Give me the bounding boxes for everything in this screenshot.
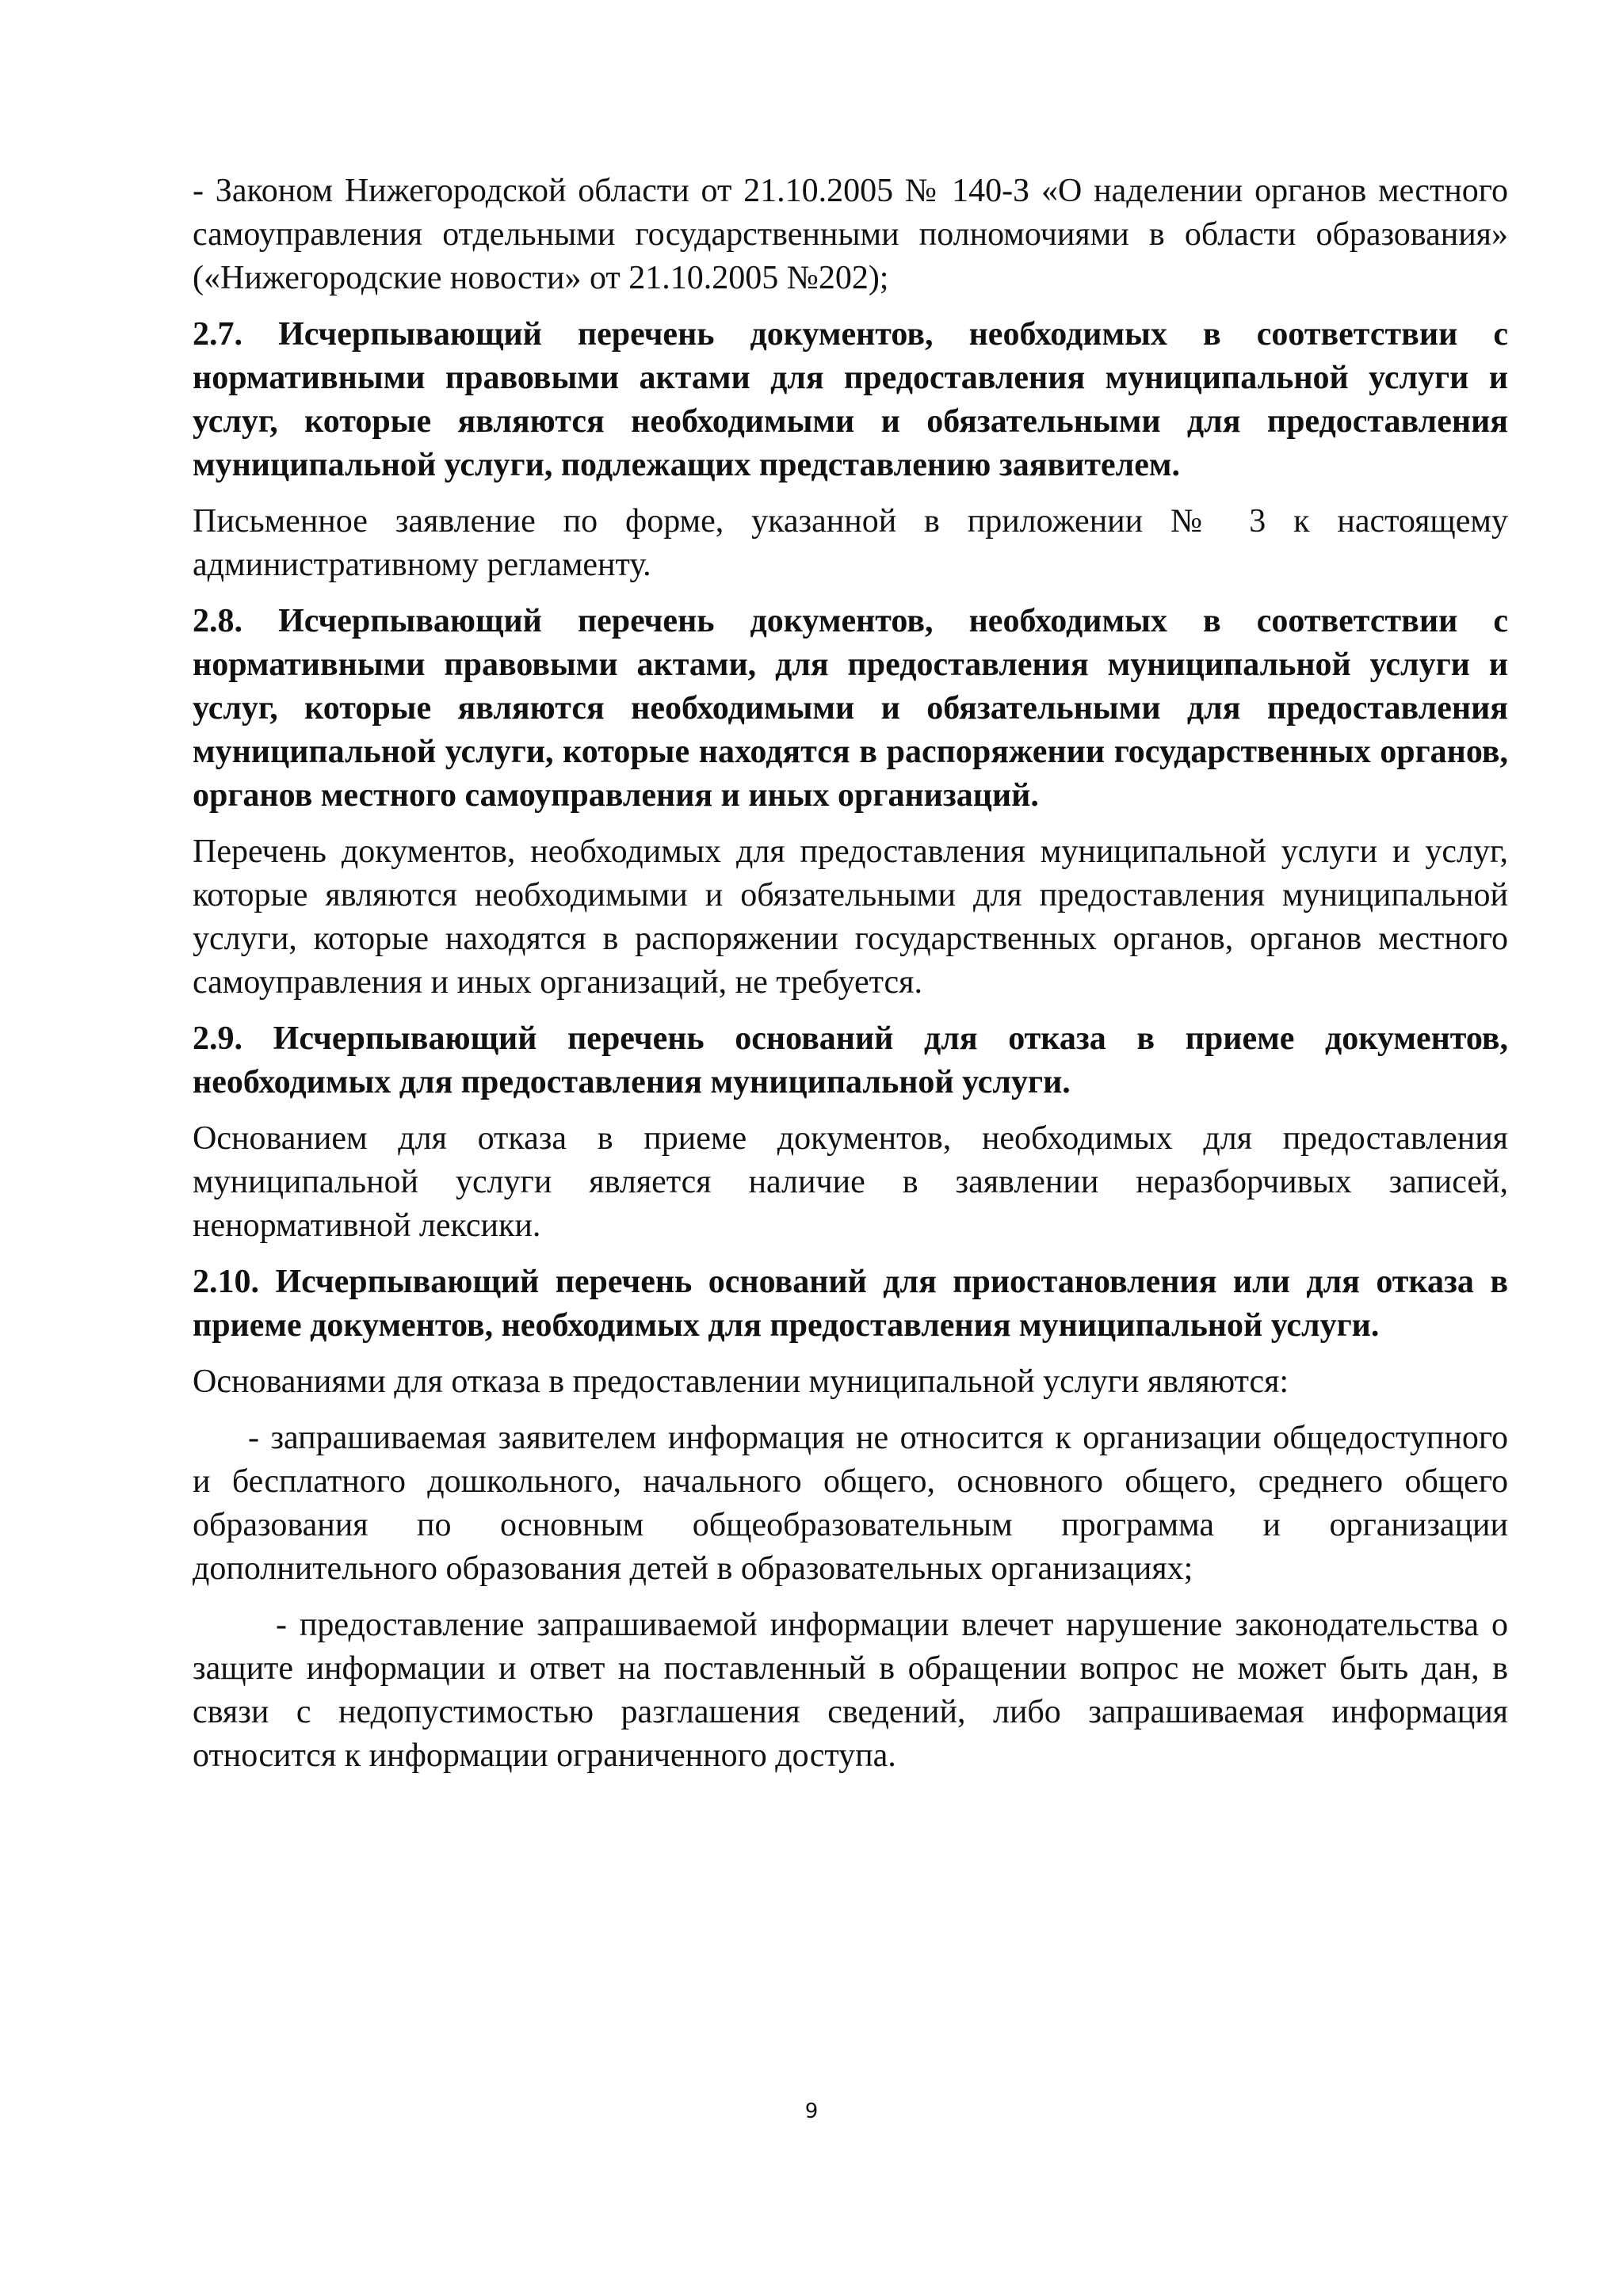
- paragraph-documents-not-required: Перечень документов, необходимых для предоставления муниципальной услуги и услуг, которые являются необходимыми и обязательными для предоставления муниципальной услуги, которые находятся в распоряжении государственных органов, органов местного самоуправления и иных организаций, не требуется.: [193, 833, 1508, 1001]
- document-body: [193, 170, 1508, 1791]
- paragraph-law-reference: - Законом Нижегородской области от 21.10.2005 № 140-З «О наделении органов местного самоуправления отдельными государственными полномочиями в области образования» («Нижегородские новости» от 21.10.2005 №202);: [193, 173, 1508, 296]
- heading-2-7: 2.7. Исчерпывающий перечень документов, необходимых в соответствии с нормативными правовыми актами для предоставления муниципальной услуги и услуг, которые являются необходимыми и обязательными для предоставления муниципальной услуги, подлежащих представлению заявителем.: [193, 316, 1508, 483]
- list-item-ground-2: - предоставление запрашиваемой информации влечет нарушение законодательства о защите информации и ответ на поставленный в обращении вопрос не может быть дан, в связи с недопустимостью разглашения сведений, либо запрашиваемая информация относится к информации ограниченного доступа.: [193, 1607, 1508, 1774]
- heading-2-8: 2.8. Исчерпывающий перечень документов, необходимых в соответствии с нормативными правовыми актами, для предоставления муниципальной услуги и услуг, которые являются необходимыми и обязательными для предоставления муниципальной услуги, которые находятся в распоряжении государственных органов, органов местного самоуправления и иных организаций.: [193, 603, 1508, 814]
- paragraph-refusal-grounds-intro: Основаниями для отказа в предоставлении муниципальной услуги являются:: [193, 1363, 1289, 1400]
- paragraph-written-application: Письменное заявление по форме, указанной в приложении № 3 к настоящему административному регламенту.: [193, 503, 1508, 583]
- page-number: 9: [804, 2100, 819, 2123]
- heading-2-9: 2.9. Исчерпывающий перечень оснований для отказа в приеме документов, необходимых для предоставления муниципальной услуги.: [193, 1020, 1508, 1100]
- paragraph-refusal-basis: Основанием для отказа в приеме документов, необходимых для предоставления муниципальной услуги является наличие в заявлении неразборчивых записей, ненормативной лексики.: [193, 1120, 1508, 1244]
- heading-2-10: 2.10. Исчерпывающий перечень оснований для приостановления или для отказа в приеме документов, необходимых для предоставления муниципальной услуги.: [193, 1264, 1508, 1344]
- list-item-ground-1: - запрашиваемая заявителем информация не относится к организации общедоступного и бесплатного дошкольного, начального общего, основного общего, среднего общего образования по основным общеобразовательным программа и организации дополнительного образования детей в образовательных организациях;: [193, 1420, 1508, 1587]
